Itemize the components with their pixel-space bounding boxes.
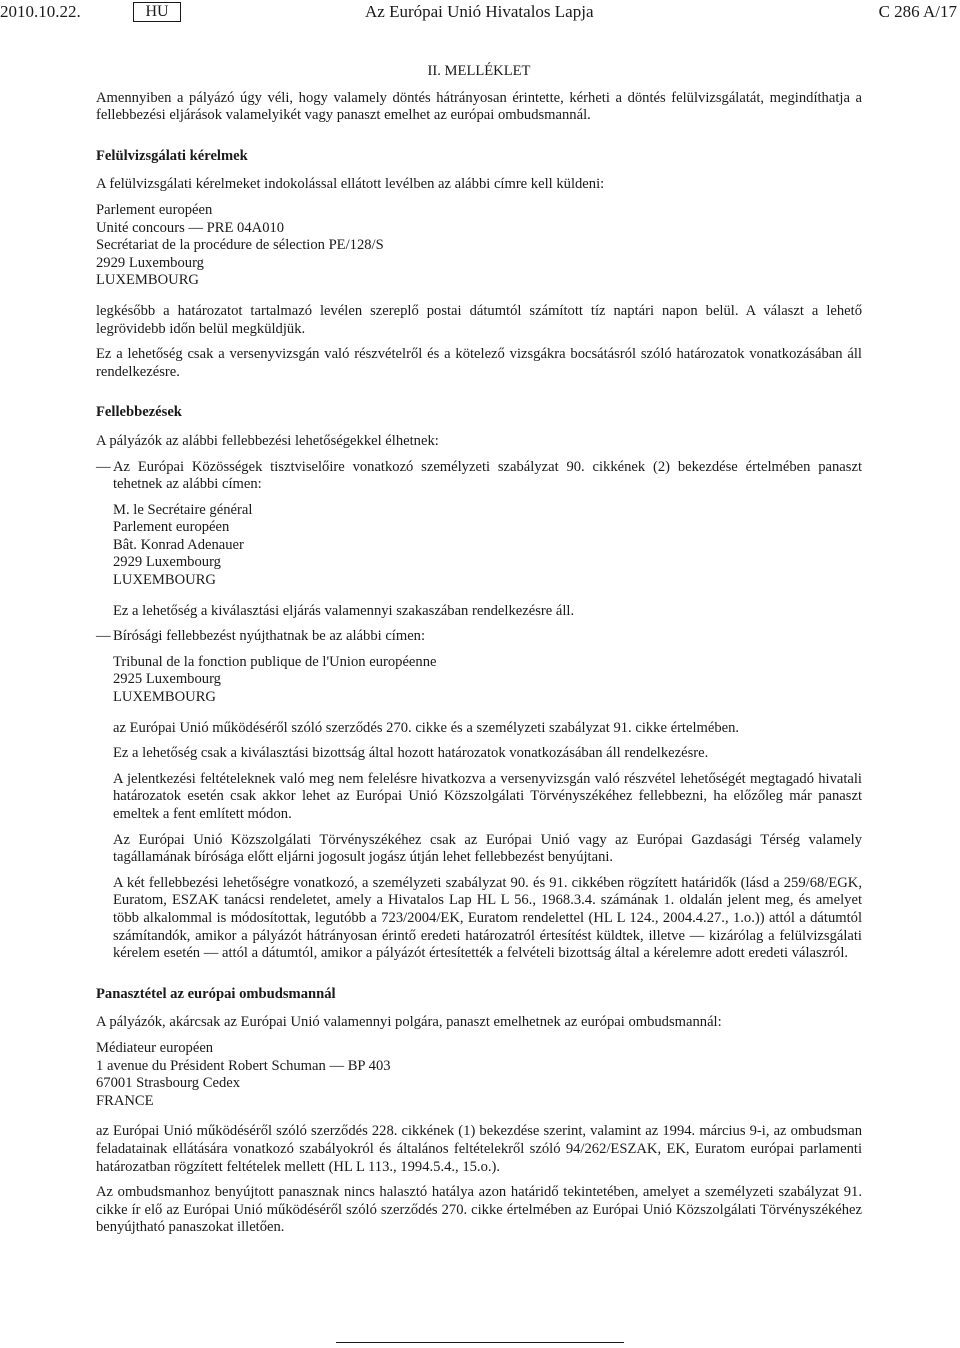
address-line: M. le Secrétaire général — [113, 501, 253, 518]
appeal-option-court — [96, 628, 862, 646]
address-line: FRANCE — [96, 1092, 154, 1109]
court-conditions-paragraph: A jelentkezési feltételeknek való meg nem felelésre hivatkozva a versenyvizsgán való részvétel lehetőségét megtagadó hivatali határozatok esetén csak akkor lehet az Európai Unió Közszolgálati Törvényszékéhez fellebbezni, ha előzőleg már panaszt emeltek a fent említett módon. — [113, 770, 862, 822]
court-availability-note: Ez a lehetőség csak a kiválasztási bizottság által hozott határozatok vonatkozásában áll rendelkezésre. — [113, 745, 709, 762]
address-line: 1 avenue du Président Robert Schuman — BP 403 — [96, 1057, 391, 1074]
address-line: Parlement européen — [113, 519, 230, 536]
address-line: Tribunal de la fonction publique de l'Union européenne — [113, 653, 437, 670]
address-line: Secrétariat de la procédure de sélection PE/128/S — [96, 237, 384, 254]
ombudsman-lead: A pályázók, akárcsak az Európai Unió valamennyi polgára, panaszt emelhetnek az európai ombudsmannál: — [96, 1014, 722, 1031]
review-scope: Ez a lehetőség csak a versenyvizsgán való részvételről és a kötelező vizsgákra bocsátásról szóló határozatok vonatkozásában áll rendelkezésre. — [96, 346, 862, 380]
secretary-general-address — [113, 502, 862, 590]
address-line: Bât. Konrad Adenauer — [113, 536, 244, 553]
language-code-box: HU — [133, 2, 181, 22]
publication-date: 2010.10.22. — [0, 2, 81, 21]
ombudsman-legal-basis: az Európai Unió működéséről szóló szerződés 228. cikkének (1) bekezdése szerint, valamint az 1994. március 9-i, az ombudsman feladatainak ellátására vonatkozó szabályokról és általános feltételekről szóló 94/262/ESZAK, EK, Euratom európai parlamenti határozatban rögzített feltételek mellett (HL L 113., 1994.5.4., 15.o.). — [96, 1123, 862, 1175]
address-line: 67001 Strasbourg Cedex — [96, 1075, 241, 1092]
address-line: LUXEMBOURG — [113, 572, 216, 589]
address-line: Parlement européen — [96, 201, 213, 218]
address-line: Médiateur européen — [96, 1039, 214, 1056]
intro-paragraph: Amennyiben a pályázó úgy véli, hogy valamely döntés hátrányosan érintette, kérheti a döntés felülvizsgálatát, megindíthatja a fellebbezési eljárások valamelyikét vagy panaszt emelhet az európai ombudsmannál. — [96, 89, 862, 124]
section-heading-review: Felülvizsgálati kérelmek — [96, 147, 248, 164]
court-lawyer-paragraph: Az Európai Unió Közszolgálati Törvényszékéhez csak az Európai Unió vagy az Európai Gazdasági Térség valamely tagállamának bírósága előtt eljárni jogosult jogász útján lehet fellebbezést benyújtani. — [113, 831, 862, 866]
appeal-option-complaint — [96, 459, 862, 494]
section-heading-ombudsman: Panasztétel az európai ombudsmannál — [96, 985, 336, 1002]
address-line: 2929 Luxembourg — [113, 554, 221, 571]
footer-rule — [336, 1342, 624, 1343]
issue-reference: C 286 A/17 — [878, 2, 957, 21]
section-heading-appeals: Fellebbezések — [96, 404, 182, 421]
address-line: Unité concours — PRE 04A010 — [96, 219, 285, 236]
court-legal-basis: az Európai Unió működéséről szóló szerződés 270. cikke és a személyzeti szabályzat 91. cikke értelmében. — [113, 719, 740, 736]
annex-title: II. MELLÉKLET — [427, 63, 531, 79]
tribunal-address — [113, 654, 862, 707]
journal-title: Az Európai Unió Hivatalos Lapja — [365, 2, 594, 21]
address-line: LUXEMBOURG — [113, 689, 216, 706]
address-line: LUXEMBOURG — [96, 272, 199, 289]
list-dash: — — [96, 628, 111, 645]
ombudsman-address — [96, 1040, 862, 1110]
appeal-option-text: Az Európai Közösségek tisztviselőire vonatkozó személyzeti szabályzat 90. cikkének (2) bekezdése értelmében panaszt tehetnek az alábbi címen: — [113, 458, 862, 493]
review-deadline: legkésőbb a határozatot tartalmazó levélen szereplő postai dátumtól számított tíz naptári napon belül. A választ a lehető legrövidebb időn belül megküldjük. — [96, 302, 862, 337]
appeal-deadlines-paragraph: A két fellebbezési lehetőségre vonatkozó, a személyzeti szabályzat 90. és 91. cikkében rögzített határidők (lásd a 259/68/EGK, Euratom, ESZAK tanácsi rendeletet, amely a Hivatalos Lap HL L 56., 1968.3.4. számának 1. oldalán jelent meg, és amelyet több alkalommal is módosítottak, legutóbb a 723/2004/EK, Euratom rendelettel (HL L 124., 2004.4.27., 1.o.)) attól a dátumtól számítandók, amikor a pályázót hátrányosan érintő eredeti határozatról értesítést küldtek, illetve — kizárólag a felülvizsgálati kérelem esetén — attól a dátumtól, amikor a pályázót értesítették a felvételi bizottság által a kérelemre adott eredeti válaszról. — [113, 874, 862, 962]
complaint-availability-note: Ez a lehetőség a kiválasztási eljárás valamennyi szakaszában rendelkezésre áll. — [113, 602, 575, 619]
appeals-lead: A pályázók az alábbi fellebbezési lehetőségekkel élhetnek: — [96, 432, 439, 449]
address-line: 2929 Luxembourg — [96, 254, 204, 271]
list-dash: — — [96, 458, 111, 475]
review-lead: A felülvizsgálati kérelmeket indokolással ellátott levélben az alábbi címre kell küldeni: — [96, 176, 605, 193]
ombudsman-note: Az ombudsmanhoz benyújtott panasznak nincs halasztó hatálya azon határidő tekintetében, amelyet a személyzeti szabályzat 91. cikke ír elő az Európai Unió működéséről szóló szerződés 270. cikke értelmében az Európai Unió Közszolgálati Törvényszékéhez benyújtható panaszokat illetően. — [96, 1184, 862, 1236]
appeal-option-text: Bírósági fellebbezést nyújthatnak be az alábbi címen: — [113, 628, 426, 645]
document-body — [96, 63, 862, 1245]
address-line: 2925 Luxembourg — [113, 671, 221, 688]
page-header — [0, 0, 960, 26]
review-address — [96, 202, 862, 290]
